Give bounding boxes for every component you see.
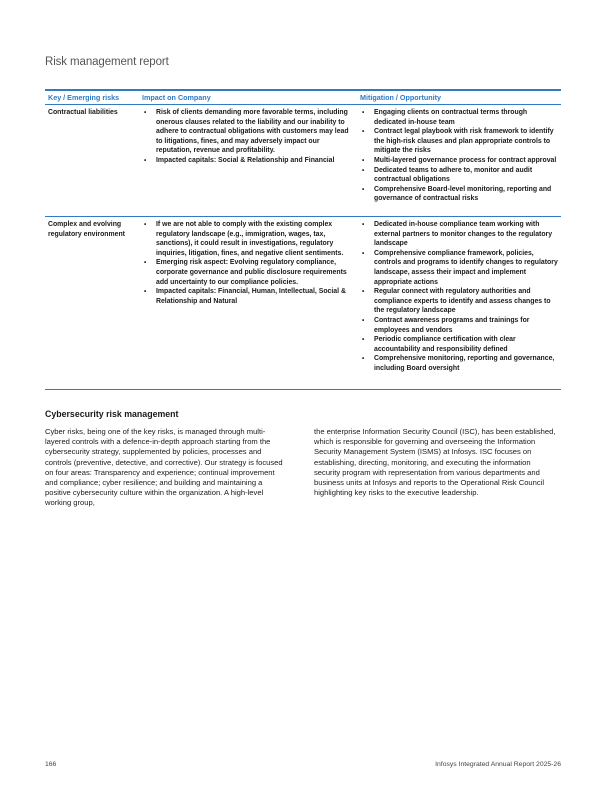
mitigation-item: • Engaging clients on contractual terms through dedicated in-house team [360, 108, 559, 127]
report-name: Infosys Integrated Annual Report 2025-26 [435, 761, 561, 768]
mitigation-item: • Dedicated teams to adhere to, monitor and audit contractual obligations [360, 166, 559, 185]
mitigation-item: • Multi-layered governance process for contract approval [360, 156, 559, 166]
mitigation-cell [357, 105, 561, 216]
mitigation-item: • Comprehensive Board-level monitoring, reporting and governance of contractual risks [360, 185, 559, 204]
section-heading: Cybersecurity risk management [45, 409, 179, 419]
mitigation-item: • Comprehensive monitoring, reporting and governance, including Board oversight [360, 354, 559, 373]
impact-cell [142, 105, 357, 216]
body-text-right-column: the enterprise Information Security Council (ISC), has been established, which is responsible for governing and overseeing the Information Security Management System (ISMS) at Infosys. ISC focuses on establishing, directing, monitoring, and executing the information security program with representation from various departments and business units at Infosys and reports to the Operational Risk Council highlighting key risks to the executive leadership. [314, 427, 556, 498]
mitigation-cell [357, 217, 561, 389]
table-header-row [45, 89, 561, 105]
table-row [45, 217, 561, 390]
mitigation-item: • Regular connect with regulatory authorities and compliance experts to identify and assess changes to the regulatory landscape [360, 287, 559, 316]
column-header-mitigation: Mitigation / Opportunity [360, 92, 442, 102]
page-title: Risk management report [45, 56, 169, 68]
impact-item: • Risk of clients demanding more favorable terms, including onerous clauses related to the liability and our inability to adhere to contractual obligations with customers may lead to litigations, fines, and may adversely impact our reputation, revenue and profitability. [142, 108, 349, 156]
mitigation-item: • Dedicated in-house compliance team working with external partners to monitor changes to the regulatory landscape [360, 220, 559, 249]
mitigation-item: • Comprehensive compliance framework, policies, controls and programs to identify changes to regulatory landscape, assess their impact and implement appropriate actions [360, 249, 559, 287]
impact-item: • Impacted capitals: Financial, Human, Intellectual, Social & Relationship and Natural [142, 287, 349, 306]
column-header-risks: Key / Emerging risks [48, 92, 120, 102]
impact-item: • Impacted capitals: Social & Relationship and Financial [142, 156, 349, 166]
impact-cell [142, 217, 357, 389]
table-row [45, 105, 561, 217]
page-number: 166 [45, 761, 57, 768]
mitigation-item: • Contract legal playbook with risk framework to identify the high-risk clauses and plan appropriate controls to mitigate the risks [360, 127, 559, 156]
mitigation-item: • Contract awareness programs and trainings for employees and vendors [360, 316, 559, 335]
mitigation-item: • Periodic compliance certification with clear accountability and responsibility defined [360, 335, 559, 354]
risk-table [45, 89, 561, 390]
body-text-left-column: Cyber risks, being one of the key risks, is managed through multi-layered controls with a defence-in-depth approach starting from the cybersecurity strategy, supplemented by policies, processes and controls (preventive, detective, and corrective). Our strategy is focused on four areas: Transparency and experience; continual improvement and compliance; cyber resilience; and building and maintaining a positive cybersecurity culture within the organization. A high-level working group, [45, 427, 283, 508]
impact-item: • If we are not able to comply with the existing complex regulatory landscape (e.g., immigration, wages, tax, sanctions), it could result in investigations, regulatory inquiries, litigation, fines, and negative client sentiments. [142, 220, 349, 258]
column-header-impact: Impact on Company [142, 92, 211, 102]
impact-item: • Emerging risk aspect: Evolving regulatory compliance, corporate governance and public disclosure requirements add uncertainty to our compliance policies. [142, 258, 349, 287]
risk-name: Complex and evolving regulatory environment [48, 221, 125, 238]
risk-name: Contractual liabilities [48, 109, 118, 116]
